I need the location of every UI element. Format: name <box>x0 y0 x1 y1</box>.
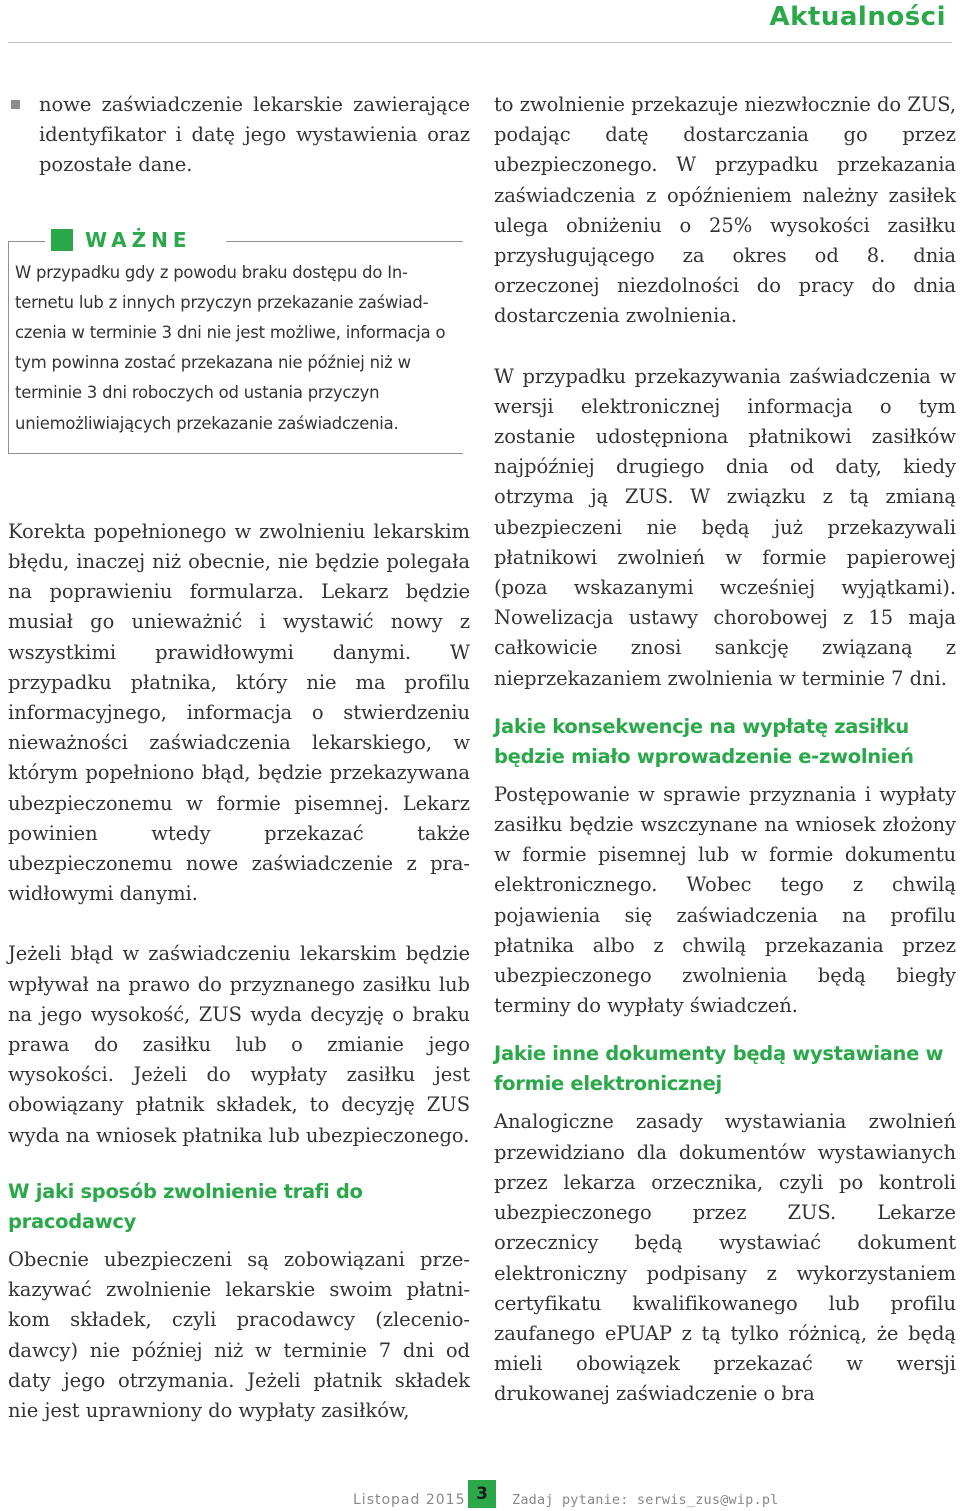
bullet-square-icon <box>11 100 20 109</box>
header-divider <box>8 42 952 43</box>
footer-contact: Zadaj pytanie: serwis_zus@wip.pl <box>512 1492 779 1508</box>
important-label-text: WAŻNE <box>85 227 192 252</box>
heading-delivery-to-employer: W jaki sposób zwolnienie trafi do pracodawcy <box>8 1179 363 1233</box>
paragraph-forwarding: to zwolnienie przekazuje niezwłocznie do ZUS, podając datę dostarczania go przez ubezpieczonego. W przypadku przekazania zaświadczenia z opóźnieniem należny zasiłek ulega obniżeniu o 25% wysokości zasiłku przysługującego za okres od 8. dnia orzeczonej niezdolności do pracy do dnia dostarczenia zwolnienia. <box>494 93 956 328</box>
paragraph-procedure: Postępowanie w sprawie przyznania i wypłaty zasiłku będzie wszczynane na wniosek złożony w formie pisemnej lub w formie dokumentu elektronicznego. Wobec tego z chwilą pojawienia się zaświadczenia na profilu płatnika albo z chwilą przekazania przez ubezpieczonego zwolnienia będą biegły terminy do wypłaty świadczeń. <box>494 782 956 1018</box>
left-column <box>8 90 470 1426</box>
paragraph-correction: Korekta popełnionego w zwolnieniu lekarskim błędu, inaczej niż obecnie, nie będzie polegała na poprawieniu formularza. Lekarz będzie musiał go unieważnić i wystawić nowy z wszystkimi prawidłowymi danymi. W przypadku płatnika, który nie ma profilu informacyjnego, informacja o stwierdzeniu nieważności zaświadczenia lekarskiego, w którym popełniono błąd, będzie przekazywana ubezpieczonemu w formie pisemnej. Lekarz powinien wtedy przekazać także ubezpieczonemu nowe zaświadczenie z prawidłowymi danymi. <box>8 519 470 906</box>
paragraph-analogous-rules: Analogiczne zasady wystawiania zwolnień przewidziano dla dokumentów wystawianych przez lekarza orzecznika, czyli po kontroli ubezpieczonego przez ZUS. Lekarze orzecznicy będą wystawiać dokument elektroniczny podpisany z wykorzystaniem certyfikatu kwalifikowanego lub profilu zaufanego ePUAP z tą tylko różnicą, że będą mieli obowiązek przekazać w wersji drukowanej zaświadczenie o bra <box>494 1110 956 1406</box>
paragraph-obligation: Obecnie ubezpieczeni są zobowiązani przekazywać zwolnienie lekarskie swoim płatnikom składek, czyli pracodawcy (zleceniodawcy) nie później niż w terminie 7 dni od daty jego otrzymania. Jeżeli płatnik składek nie jest uprawniony do wypłaty zasiłków, <box>8 1247 470 1422</box>
heading-consequences: Jakie konsekwencje na wypłatę zasiłku będzie miało wprowadzenie e-zwolnień <box>494 714 914 768</box>
green-square-icon <box>51 229 73 251</box>
heading-other-documents: Jakie inne dokumenty będą wystawiane w formie elektronicznej <box>494 1042 944 1096</box>
page-footer <box>0 1480 960 1511</box>
important-box-text: W przypadku gdy z powodu braku dostępu do Internetu lub z innych przyczyn przekazanie zaświadczenia w terminie 3 dni nie jest możliwe, informacja o tym powinna zostać przekazana nie później niż w terminie 3 dni roboczych od ustania przyczyn uniemożliwiających przekazanie zaświadczenia. <box>15 262 446 433</box>
footer-date: Listopad 2015 <box>353 1492 466 1508</box>
bullet-list-item <box>8 90 470 181</box>
right-column <box>494 90 956 1410</box>
important-box-label <box>45 228 226 252</box>
paragraph-error-decision: Jeżeli błąd w zaświadczeniu lekarskim będzie wpływał na prawo do przyznanego zasiłku lub na jego wysokość, ZUS wyda decyzję o braku prawa do zasiłku lub o zmianie jego wysokości. Jeżeli do wypłaty zasiłku jest obowiązany płatnik składek, to decyzję ZUS wyda na wniosek płatnika lub ubezpieczonego. <box>8 942 470 1147</box>
bullet-text: nowe zaświadczenie lekarskie zawierające identyfikator i datę jego wystawienia oraz pozostałe dane. <box>39 93 470 177</box>
page-number: 3 <box>468 1480 496 1508</box>
paragraph-electronic-version: W przypadku przekazywania zaświadczenia w wersji elektronicznej informacja o tym zostanie udostępniona płatnikowi zasiłków najpóźniej drugiego dnia od daty, kiedy otrzyma ją ZUS. W związku z tą zmianą ubezpieczeni nie będą już przekazywali płatnikowi zwolnień w formie papierowej (poza wskazanymi wcześniej wyjątkami). Nowelizacja ustawy chorobowej z 15 maja całkowicie znosi sankcję związaną z nieprzekazaniem zwolnienia w terminie 7 dni. <box>494 364 956 690</box>
section-title: Aktualności <box>769 2 946 32</box>
important-box <box>8 227 463 454</box>
